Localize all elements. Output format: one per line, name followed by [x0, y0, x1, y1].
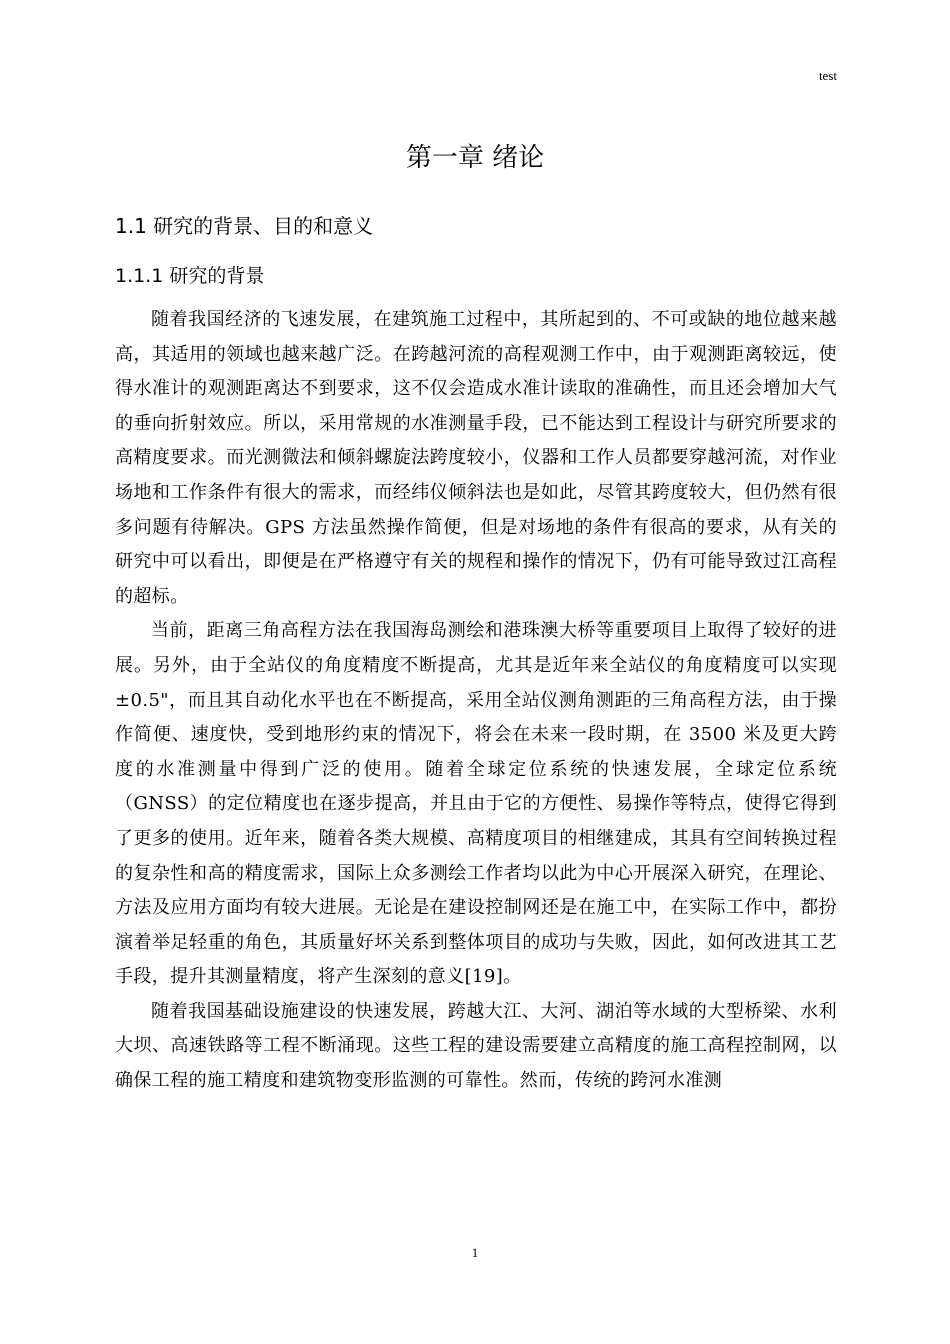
chapter-title: 第一章 绪论 — [405, 143, 545, 173]
paragraph: 随着我国经济的飞速发展，在建筑施工过程中，其所起到的、不可或缺的地位越来越高，其适用的领域也越来越广泛。在跨越河流的高程观测工作中，由于观测距离较远，使得水准计的观测距离达不到要求，这不仅会造成水准计读取的准确性，而且还会增加大气的垂向折射效应。所以，采用常规的水准测量手段，已不能达到工程设计与研究所要求的高精度要求。而光测微法和倾斜螺旋法跨度较小，仪器和工作人员都要穿越河流，对作业场地和工作条件有很大的需求，而经纬仪倾斜法也是如此，尽管其跨度较大，但仍然有很多问题有待解决。GPS 方法虽然操作简便，但是对场地的条件有很高的要求，从有关的研究中可以看出，即便是在严格遵守有关的规程和操作的情况下，仍有可能导致过江高程的超标。 — [115, 309, 837, 607]
page-number: 1 — [471, 1245, 479, 1260]
body-text — [115, 303, 837, 1099]
paragraph: 随着我国基础设施建设的快速发展，跨越大江、大河、湖泊等水域的大型桥梁、水利大坝、高速铁路等工程不断涌现。这些工程的建设需要建立高精度的施工高程控制网，以确保工程的施工精度和建筑物变形监测的可靠性。然而，传统的跨河水准测 — [115, 1000, 837, 1092]
subsection-heading: 1.1.1 研究的背景 — [115, 265, 265, 287]
running-header: test — [818, 68, 837, 83]
paragraph: 当前，距离三角高程方法在我国海岛测绘和港珠澳大桥等重要项目上取得了较好的进展。另外，由于全站仪的角度精度不断提高，尤其是近年来全站仪的角度精度可以实现±0.5"，而且其自动化水平也在不断提高，采用全站仪测角测距的三角高程方法，由于操作简便、速度快，受到地形约束的情况下，将会在未来一段时期，在 3500 米及更大跨度的水准测量中得到广泛的使用。随着全球定位系统的快速发展，全球定位系统（GNSS）的定位精度也在逐步提高，并且由于它的方便性、易操作等特点，使得它得到了更多的使用。近年来，随着各类大规模、高精度项目的相继建成，其具有空间转换过程的复杂性和高的精度需求，国际上众多测绘工作者均以此为中心开展深入研究，在理论、方法及应用方面均有较大进展。无论是在建设控制网还是在施工中，在实际工作中，都扮演着举足轻重的角色，其质量好坏关系到整体项目的成功与失败，因此，如何改进其工艺手段，提升其测量精度，将产生深刻的意义[19]。 — [115, 620, 837, 988]
section-heading: 1.1 研究的背景、目的和意义 — [115, 214, 374, 238]
